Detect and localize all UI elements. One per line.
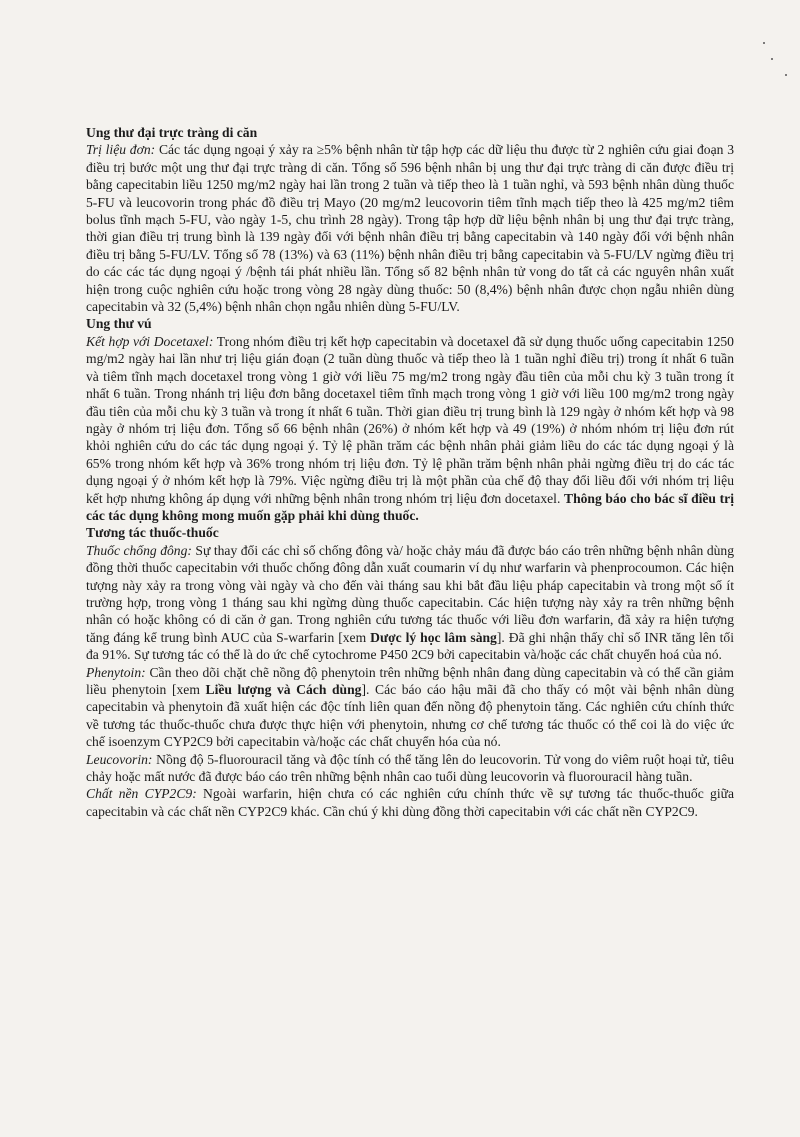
paragraph-text: Trong nhóm điều trị kết hợp capecitabin và docetaxel đã sử dụng thuốc uống capecitabin 1250 mg/m2 ngày hai lần như trị liệu gián đoạn (2 tuần dùng thuốc và tiếp theo là 1 tuần nghỉ điều trị) trong ít nhất 6 tuần và tiêm tĩnh mạch docetaxel trong vòng 1 giờ với liều 75 mg/m2 trong ngày đầu tiên của mỗi chu kỳ 3 tuần trong ít nhất 6 tuần. Trong nhánh trị liệu đơn bằng docetaxel tiêm tĩnh mạch trong vòng 1 giờ với liều 100 mg/m2 trong ngày đầu tiên của mỗi chu kỳ 3 tuần và trong ít nhất 6 tuần. Thời gian điều trị trung bình là 129 ngày ở nhóm kết hợp và 98 ngày ở nhóm trị liệu đơn. Tổng số 66 bệnh nhân (26%) ở nhóm kết hợp và 49 (19%) ở nhóm nhóm trị liệu đơn rút khỏi nghiên cứu do các tác dụng ngoại ý. Tỷ lệ phần trăm các bệnh nhân phải giảm liều do các tác dụng ngoại ý là 65% trong nhóm kết hợp và 36% trong nhóm trị liệu đơn. Tỷ lệ phần trăm bệnh nhân phải ngừng điều trị do các tác dụng ngoại ý ở nhóm kết hợp là 79%. Việc ngừng điều trị là một phần của chế độ thay đổi liều đối với nhóm trị liệu kết hợp nhưng không áp dụng với những bệnh nhân trong nhóm trị liệu đơn docetaxel. <box>86 333 734 506</box>
paragraph-bold-note: Thông báo cho bác sĩ điều trị các tác dụng không mong muốn gặp phải khi dùng thuốc. <box>86 490 734 523</box>
paragraph-text: Ngoài warfarin, hiện chưa có các nghiên cứu chính thức về sự tương tác thuốc-thuốc giữa capecitabin và các chất nền CYP2C9 khác. Cần chú ý khi dùng đồng thời capecitabin với các chất nền CYP2C9. <box>86 786 734 819</box>
scan-speck <box>785 74 787 76</box>
section-heading-colorectal: Ung thư đại trực tràng di căn <box>86 125 258 140</box>
paragraph-bold-ref: Liều lượng và Cách dùng <box>205 682 362 697</box>
scan-speck <box>771 58 773 60</box>
paragraph-phenytoin <box>86 664 734 751</box>
paragraph-text: Các tác dụng ngoại ý xảy ra ≥5% bệnh nhân từ tập hợp các dữ liệu thu được từ 2 nghiên cứu giai đoạn 3 điều trị bước một ung thư đại trực tràng di căn. Tổng số 596 bệnh nhân bị ung thư đại trực tràng di căn được điều trị bằng capecitabin liều 1250 mg/m2 ngày hai lần trong 2 tuần và tiếp theo là 1 tuần nghỉ, và 593 bệnh nhân dùng thuốc 5-FU và leucovorin trong phác đồ điều trị Mayo (20 mg/m2 leucovorin tiêm tĩnh mạch tiếp theo là 425 mg/m2 tiêm bolus tĩnh mạch 5-FU, vào ngày 1-5, chu trình 28 ngày). Trong tập hợp dữ liệu bệnh nhân bị ung thư đại trực tràng, thời gian điều trị trung bình là 139 ngày đối với bệnh nhân điều trị bằng capecitabin và 140 ngày đối với bệnh nhân điều trị bằng 5-FU/LV. Tổng số 78 (13%) và 63 (11%) bệnh nhân điều trị bằng capecitabin và 5-FU/LV ngừng điều trị do các các tác dụng ngoại ý /bệnh tái phát nhiều lần. Tổng số 82 bệnh nhân tử vong do tất cả các nguyên nhân xuất hiện trong cuộc nghiên cứu hoặc trong vòng 28 ngày dùng thuốc: 50 (8,4%) bệnh nhân được chọn ngẫu nhiên dùng capecitabin và 32 (5,4%) bệnh nhân chọn ngẫu nhiên dùng 5-FU/LV. <box>86 142 734 315</box>
paragraph-anticoagulant <box>86 542 734 664</box>
paragraph-lead: Kết hợp với Docetaxel: <box>86 333 214 349</box>
section-heading-breast: Ung thư vú <box>86 316 152 332</box>
paragraph-text: ]. Đã ghi nhận thấy chỉ số INR tăng lên tối đa 91%. Sự tương tác có thể là do ức chế cytochrome P450 2C9 bởi capecitabin và/hoặc các chất chuyển hoá của nó. <box>86 629 734 663</box>
paragraph-text: Nồng độ 5-fluorouracil tăng và độc tính có thể tăng lên do leucovorin. Tử vong do viêm ruột hoại tử, tiêu chảy hoặc mất nước đã được báo cáo trên những bệnh nhân cao tuổi dùng leucovorin và fluorouracil hàng tuần. <box>86 751 734 785</box>
section-heading-interactions: Tương tác thuốc-thuốc <box>86 525 219 541</box>
paragraph-bold-ref: Dược lý học lâm sàng <box>370 629 497 645</box>
paragraph-leucovorin <box>86 751 734 786</box>
paragraph-lead: Phenytoin: <box>86 664 146 680</box>
document-page <box>86 124 734 820</box>
paragraph-text: Cần theo dõi chặt chẽ nồng độ phenytoin trên những bệnh nhân đang dùng capecitabin và có thể cần giảm liều phenytoin [xem <box>86 664 734 697</box>
paragraph-monotherapy <box>86 141 734 315</box>
paragraph-lead: Trị liệu đơn: <box>86 142 156 158</box>
paragraph-docetaxel <box>86 333 734 524</box>
paragraph-text: ]. Các báo cáo hậu mãi đã cho thấy có một vài bệnh nhân dùng capecitabin và phenytoin đã xuất hiện các độc tính liên quan đến nồng độ phenytoin tăng. Các nghiên cứu chính thức về tương tác thuốc-thuốc chưa được thực hiện với phenytoin, nhưng cơ chế tương tác thuốc có thể coi là do việc ức chế isoenzym CYP2C9 bởi capecitabin và/hoặc các chất chuyển hóa của nó. <box>86 682 734 750</box>
paragraph-lead: Chất nền CYP2C9: <box>86 786 197 802</box>
paragraph-lead: Thuốc chống đông: <box>86 542 192 558</box>
paragraph-text: Sự thay đổi các chỉ số chống đông và/ hoặc chảy máu đã được báo cáo trên những bệnh nhân dùng đồng thời thuốc capecitabin với thuốc chống đông dẫn xuất coumarin ví dụ như warfarin và phenprocoumon. Các hiện tượng này xảy ra trong vòng vài ngày và cho đến vài tháng sau khi bắt đầu liệu pháp capecitabin và trong một số ít trường hợp, trong vòng 1 tháng sau khi ngừng dùng thuốc capecitabin. Các hiện tượng này xảy ra trên những bệnh nhân có hoặc không có di căn ở gan. Trong nghiên cứu tương tác thuốc với liều đơn warfarin, đã xảy ra hiện tượng tăng đáng kể trung bình AUC của S-warfarin [xem <box>86 542 735 645</box>
scan-speck <box>763 42 765 44</box>
paragraph-cyp2c9 <box>86 785 734 820</box>
paragraph-lead: Leucovorin: <box>86 751 153 767</box>
